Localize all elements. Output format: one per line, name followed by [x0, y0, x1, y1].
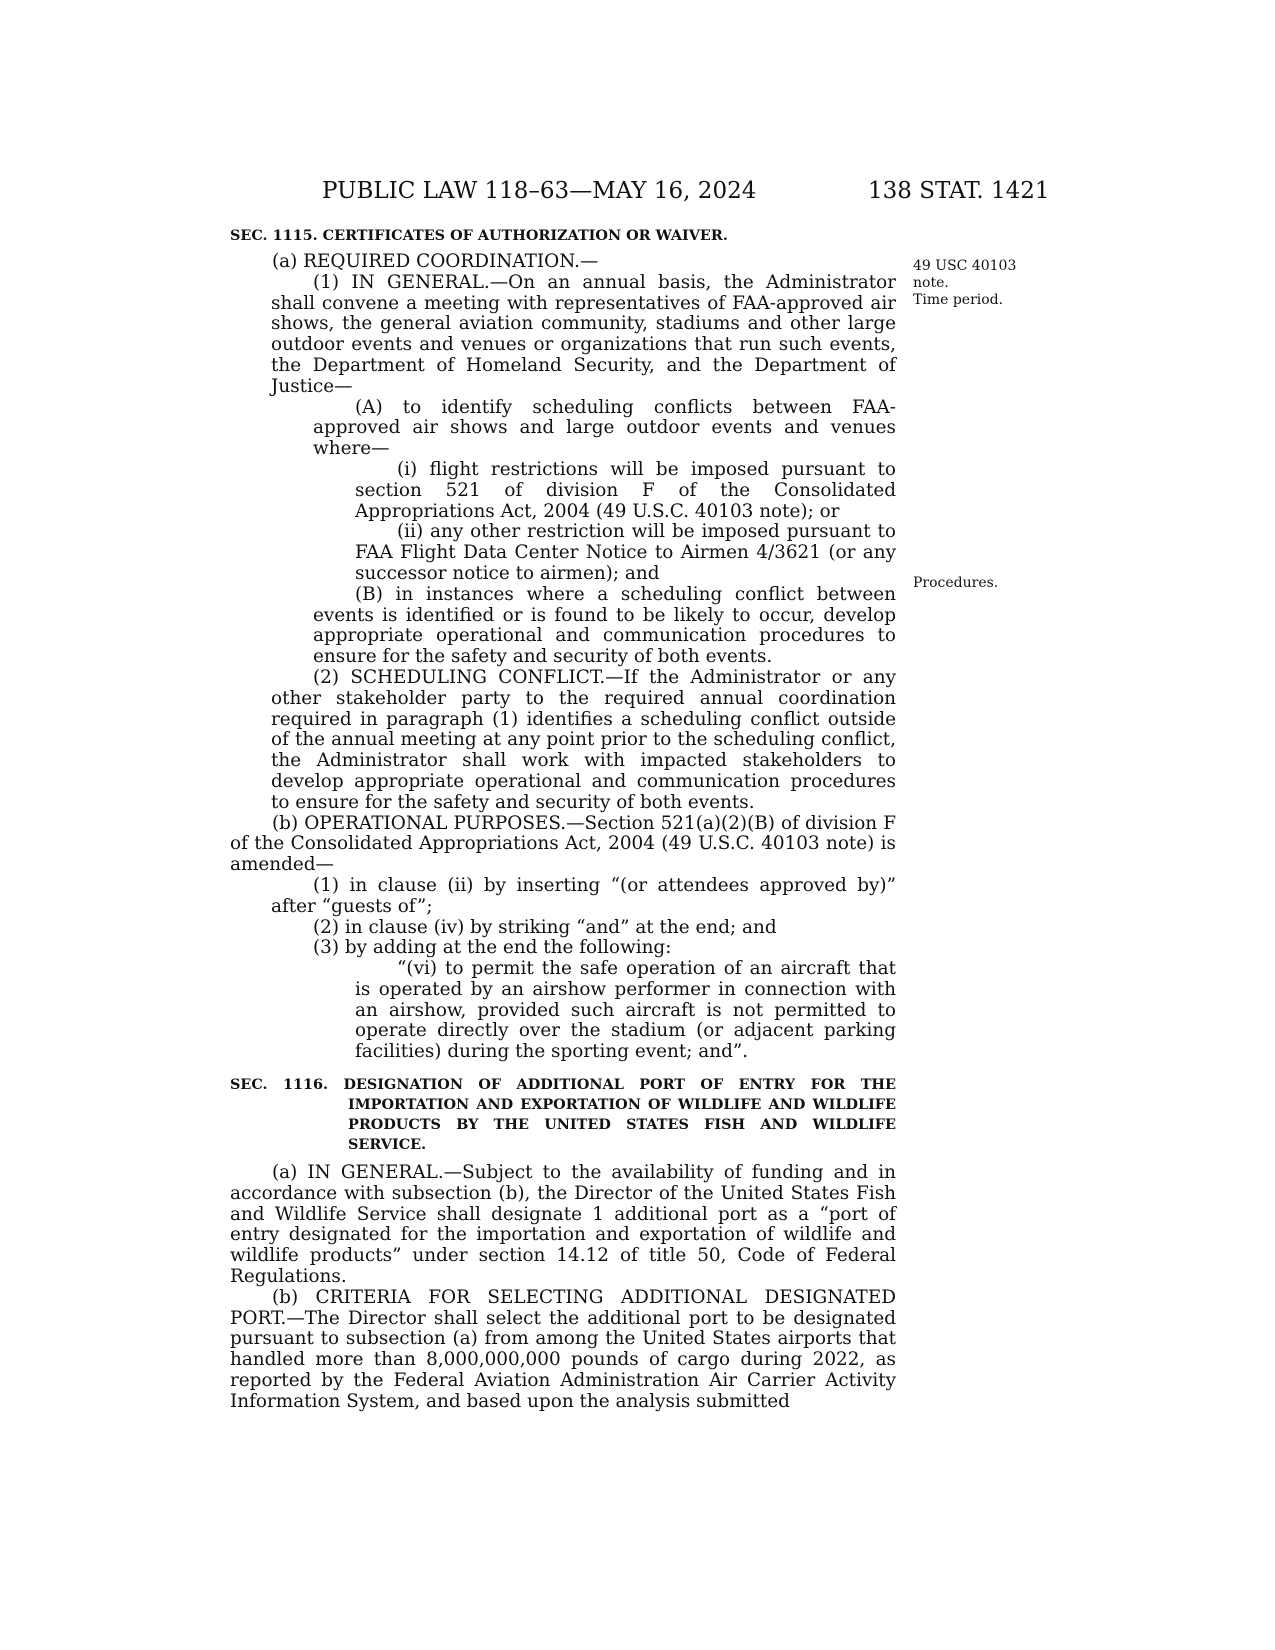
margin-note-line: 49 USC 40103 [913, 258, 1017, 274]
margin-note-line: note. [913, 275, 949, 291]
section-1116-heading: SEC. 1116. DESIGNATION OF ADDITIONAL PORT OF ENTRY FOR THE IMPORTATION AND EXPORTATION OF WILDLIFE AND WILDLIFE PRODUCTS BY THE UNITED STATES FISH AND WILDLIFE SERVICE. [230, 1076, 896, 1154]
paragraph-2: (2) SCHEDULING CONFLICT.—If the Administrator or any other stakeholder party to the required annual coordination required in paragraph (1) identifies a scheduling conflict outside of the annual meeting at any point prior to the scheduling conflict, the Administrator shall work with impacted stakeholders to develop appropriate operational and communication procedures to ensure for the safety and security of both events. [271, 666, 896, 813]
paragraph-1: (1) IN GENERAL.—On an annual basis, the Administrator shall convene a meeting with representatives of FAA-approved air shows, the general aviation community, stadiums and other large outdoor events and venues or organizations that run such events, the Department of Homeland Security, and the Department of Justice— [271, 271, 896, 397]
subsection-a: (a) REQUIRED COORDINATION.— [272, 251, 599, 272]
amendment-3: (3) by adding at the end the following: [313, 937, 672, 959]
section-1116-subsection-a: (a) IN GENERAL.—Subject to the availability of funding and in accordance with subsection (b), the Director of the United States Fish and Wildlife Service shall designate 1 additional port as a “port of entry designated for the importation and exportation of wildlife and wildlife products” under section 14.12 of title 50, Code of Federal Regulations. [230, 1162, 896, 1288]
subsection-b: (b) OPERATIONAL PURPOSES.—Section 521(a)(2)(B) of division F of the Consolidated Appropriations Act, 2004 (49 U.S.C. 40103 note) is amended— [230, 812, 896, 876]
section-1115-heading: SEC. 1115. CERTIFICATES OF AUTHORIZATION OR WAIVER. [230, 227, 728, 244]
margin-note-line: Time period. [913, 292, 1004, 308]
section-1116-subsection-b: (b) CRITERIA FOR SELECTING ADDITIONAL DESIGNATED PORT.—The Director shall select the additional port to be designated pursuant to subsection (a) from among the United States airports that handled more than 8,000,000,000 pounds of cargo during 2022, as reported by the Federal Aviation Administration Air Carrier Activity Information System, and based upon the analysis submitted [230, 1286, 896, 1412]
main-text-column [230, 226, 896, 1413]
inserted-clause-vi: “(vi) to permit the safe operation of an aircraft that is operated by an airshow performer in connection with an airshow, provided such aircraft is not permitted to operate directly over the stadium (or adjacent parking facilities) during the sporting event; and”. [355, 958, 896, 1063]
margin-note-citation [913, 258, 1016, 309]
margin-note-procedures: Procedures. [913, 575, 999, 591]
subparagraph-A: (A) to identify scheduling conflicts between FAA-approved air shows and large outdoor events and venues where— [313, 396, 896, 460]
clause-i: (i) flight restrictions will be imposed pursuant to section 521 of division F of the Consolidated Appropriations Act, 2004 (49 U.S.C. 40103 note); or [355, 458, 896, 522]
amendment-2: (2) in clause (iv) by striking “and” at the end; and [313, 916, 777, 938]
clause-ii: (ii) any other restriction will be imposed pursuant to FAA Flight Data Center Notice to Airmen 4/3621 (or any successor notice to airmen); and [355, 521, 896, 584]
running-header-page: 138 STAT. 1421 [868, 178, 1050, 204]
subparagraph-B: (B) in instances where a scheduling conflict between events is identified or is found to be likely to occur, develop appropriate operational and communication procedures to ensure for the safety and security of both events. [313, 583, 896, 668]
amendment-1: (1) in clause (ii) by inserting “(or attendees approved by)” after “guests of”; [271, 874, 896, 917]
running-header-title: PUBLIC LAW 118–63—MAY 16, 2024 [322, 178, 757, 204]
